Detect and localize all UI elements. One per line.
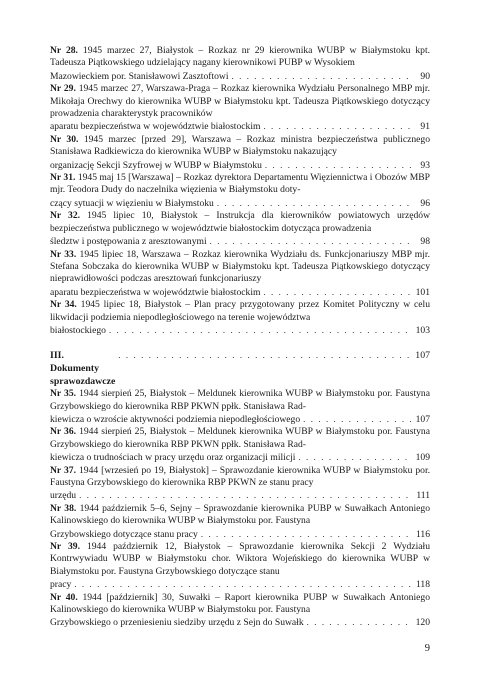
document-number: Nr 34.: [50, 299, 77, 311]
page-number: 116: [415, 528, 430, 540]
entry-last-line: [50, 413, 430, 426]
entry-last-text: pracy: [50, 579, 72, 591]
toc-entry: [50, 249, 430, 300]
toc-entry: [50, 210, 430, 248]
leader-dots: [201, 528, 412, 540]
entry-last-text: białostockiego: [50, 324, 106, 336]
document-number: Nr 31.: [50, 172, 76, 184]
document-number: Nr 33.: [50, 248, 77, 260]
toc-entry-body: [50, 299, 430, 324]
entry-last-text: aparatu bezpieczeństwa w województwie białostockim: [50, 286, 261, 298]
document-number: Nr 30.: [50, 133, 79, 145]
toc-entry-body: [50, 541, 430, 578]
toc-entry-body: [50, 172, 430, 197]
entry-text: 1944 październik 5–6, Sejny – Sprawozdanie kierownika PUBP w Suwałkach Antoniego Kalinowskiego do kierownika WUBP w Białymstoku por. Faustyna: [50, 502, 430, 527]
entry-text: 1945 marzec [przed 29], Warszawa – Rozkaz ministra bezpieczeństwa publicznego Stanisława Radkiewicza do kierownika WUBP w Białymstoku nakazujący: [50, 133, 430, 158]
entry-last-line: [50, 324, 430, 337]
entry-text: 1945 lipiec 10, Białystok – Instrukcja dla kierowników powiatowych urzędów bezpieczeństwa publicznego w województwie białostockim dotycząca prowadzenia: [50, 210, 431, 234]
page-number: 111: [416, 490, 430, 502]
leader-dots: [265, 159, 412, 171]
toc-entry: [50, 172, 430, 210]
page-number: 120: [415, 617, 430, 629]
section-title: III. Dokumenty sprawozdawcze: [50, 350, 116, 387]
entry-text: 1945 lipiec 18, Warszawa – Rozkaz kierownika Wydziału ds. Funkcjonariuszy MBP mjr. Stefana Sobczaka do kierownika WUBP w Białymstoku kpt. Tadeusza Piątkowskiego dotyczący nieprawidłowości podczas aresztowań funkcjonariuszy: [50, 248, 430, 285]
entry-text: 1944 sierpień 25, Białystok – Meldunek kierownika WUBP w Białymstoku por. Faustyna Grzybowskiego do kierownika RBP PKWN ppłk. Stanisława Rad-: [50, 388, 430, 412]
entry-last-line: [50, 159, 430, 172]
entry-last-text: kiewicza o wzroście aktywności podziemia niepodległościowego: [50, 413, 301, 425]
entry-text: 1944 sierpień 25, Białystok – Meldunek kierownika WUBP w Białymstoku por. Faustyna Grzybowskiego do kierownika RBP PKWN ppłk. Stanisława Rad-: [50, 426, 430, 450]
entry-last-line: [50, 528, 430, 541]
entry-last-line: [50, 286, 430, 299]
entry-last-text: organizację Sekcji Szyfrowej w WUBP w Białymstoku: [50, 159, 262, 171]
entry-last-line: [50, 120, 430, 133]
entry-last-line: [50, 489, 430, 502]
entry-text: 1945 marzec 27, Białystok – Rozkaz nr 29 kierownika WUBP w Białymstoku kpt. Tadeusza Piątkowskiego udzielający nagany kierownikowi PUBP w Wysokiem: [50, 45, 431, 69]
page-number: 90: [420, 70, 430, 82]
page-number: 93: [420, 159, 430, 171]
toc-entry: [50, 45, 430, 83]
entry-last-line: [50, 451, 430, 464]
toc-entry-body: [50, 388, 430, 413]
entries-bottom-list: [50, 388, 430, 630]
entry-text: 1944 październik 12, Białystok – Sprawozdanie kierownika Sekcji 2 Wydziału Kontrwywiadu WUBP w Białymstoku chor. Wiktora Wojeńskiego do kierownika WUBP w Białymstoku por. Faustyna Grzybowskiego dotyczące stanu: [50, 541, 430, 577]
entry-last-line: [50, 616, 430, 629]
entry-last-text: czący sytuacji w więzieniu w Białymstoku: [50, 197, 214, 209]
toc-entry: [50, 541, 430, 592]
page-number: 109: [415, 452, 430, 464]
page-number: 107: [415, 413, 430, 425]
leader-dots: [109, 324, 412, 336]
leader-dots: [307, 616, 412, 628]
entry-last-text: Mazowieckiem por. Stanisławowi Zasztoftowi: [50, 70, 229, 82]
entry-last-text: kiewicza o trudnościach w pracy urzędu oraz organizacji milicji: [50, 452, 296, 464]
leader-dots: [210, 235, 412, 247]
document-number: Nr 39.: [50, 541, 80, 552]
entry-last-line: [50, 70, 430, 83]
document-number: Nr 36.: [50, 426, 77, 438]
toc-entry-body: [50, 503, 430, 528]
entry-text: 1944 [wrzesień po 19, Białystok] – Sprawozdanie kierownika WUBP w Białymstoku por. Faustyna Grzybowskiego do kierownika RBP PKWN ze stanu pracy: [50, 464, 431, 488]
toc-entry-body: [50, 592, 430, 617]
toc-entry-body: [50, 465, 430, 490]
page-number: 103: [415, 324, 430, 336]
entry-last-text: Grzybowskiego o przeniesieniu siedziby urzędu z Sejn do Suwałk: [50, 617, 304, 629]
toc-entry-body: [50, 83, 430, 120]
leader-dots: [298, 451, 412, 463]
document-number: Nr 28.: [50, 45, 78, 56]
document-number: Nr 37.: [50, 464, 76, 476]
toc-entry-body: [50, 426, 430, 451]
entry-text: 1945 marzec 27, Warszawa-Praga – Rozkaz kierownika Wydziału Personalnego MBP mjr. Mikołaja Orechwy do kierownika WUBP w Białymstoku kpt. Tadeusza Piątkowskiego dotyczący prowadzenia charakterystyk pracowników: [50, 83, 430, 120]
leader-dots: [79, 489, 412, 501]
entries-top-list: [50, 45, 430, 337]
page-number: 91: [420, 121, 430, 133]
toc-entry: [50, 592, 430, 630]
toc-entry: [50, 388, 430, 426]
toc-entry-body: [50, 249, 430, 286]
document-number: Nr 29.: [50, 83, 76, 95]
toc-entry-body: [50, 45, 430, 70]
entry-last-line: [50, 235, 430, 248]
section-heading: [50, 349, 430, 388]
page-folio: 9: [424, 643, 430, 654]
entry-text: 1945 lipiec 18, Białystok – Plan pracy przygotowany przez Komitet Polityczny w celu likwidacji podziemia niepodległościowego na terenie województwa: [50, 299, 430, 323]
toc-entry-body: [50, 210, 430, 235]
document-number: Nr 35.: [50, 388, 77, 400]
toc-entry: [50, 503, 430, 541]
page-number: 118: [415, 579, 430, 591]
leader-dots: [118, 349, 412, 362]
document-number: Nr 32.: [50, 210, 81, 222]
entry-last-text: urzędu: [50, 490, 77, 502]
entry-last-text: Grzybowskiego dotyczące stanu pracy: [50, 528, 198, 540]
page-number: 98: [420, 236, 430, 248]
table-of-contents: [50, 45, 430, 630]
toc-entry: [50, 299, 430, 337]
page-number: 96: [420, 197, 430, 209]
leader-dots: [217, 197, 412, 209]
document-number: Nr 38.: [50, 502, 77, 514]
toc-entry: [50, 134, 430, 172]
leader-dots: [263, 286, 412, 298]
section-gap: [50, 337, 430, 349]
toc-entry-body: [50, 134, 430, 159]
entry-last-line: [50, 197, 430, 210]
section-page-number: 107: [415, 350, 430, 362]
toc-entry: [50, 465, 430, 503]
page-number: 101: [415, 286, 430, 298]
entry-text: 1945 maj 15 [Warszawa] – Rozkaz dyrektora Departamentu Więziennictwa i Obozów MBP mjr. Teodora Dudy do naczelnika więzienia w Białymstoku doty-: [50, 172, 430, 196]
leader-dots: [74, 578, 412, 590]
toc-entry: [50, 83, 430, 134]
entry-last-text: aparatu bezpieczeństwa w województwie białostockim: [50, 121, 261, 133]
entry-last-text: śledztw i postępowania z aresztowanymi: [50, 236, 207, 248]
leader-dots: [263, 120, 412, 132]
document-number: Nr 40.: [50, 591, 78, 603]
leader-dots: [232, 70, 412, 82]
entry-last-line: [50, 578, 430, 591]
leader-dots: [303, 413, 412, 425]
entry-text: 1944 [październik] 30, Suwałki – Raport kierownika PUBP w Suwałkach Antoniego Kalinowskiego do kierownika WUBP w Białymstoku por. Faustyna: [50, 591, 430, 616]
toc-entry: [50, 426, 430, 464]
